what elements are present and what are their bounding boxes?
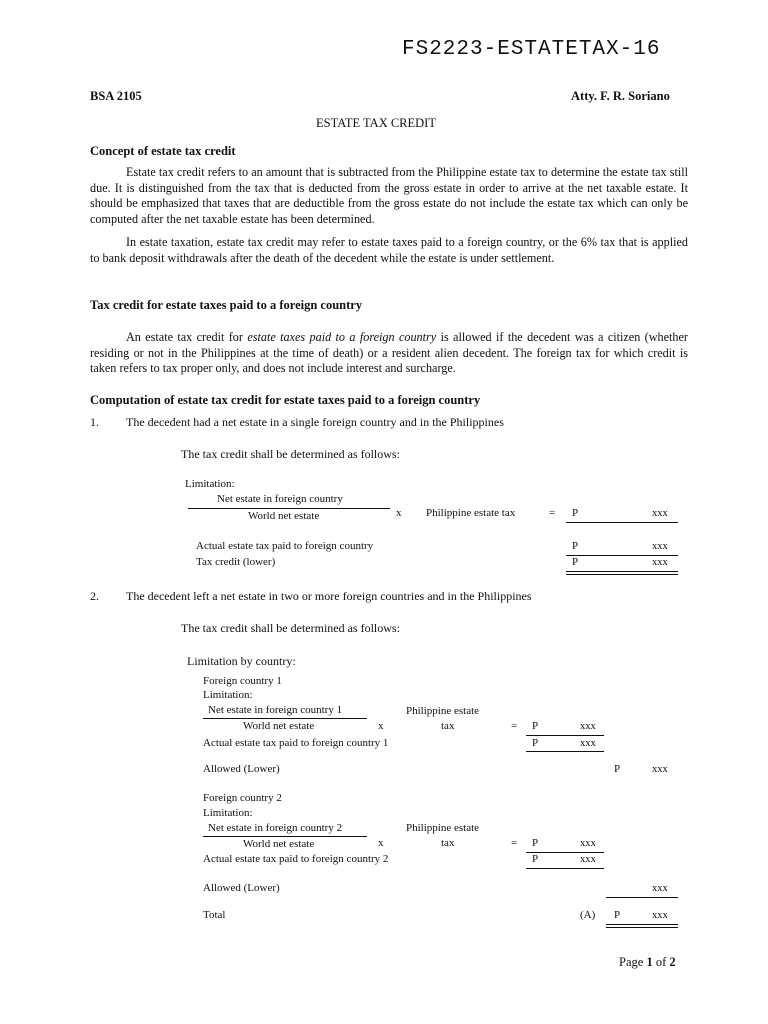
foreign-country-1-rule-1: [526, 735, 604, 736]
item-1-amount-3: xxx: [652, 557, 668, 568]
foreign-country-1-label: Foreign country 1: [203, 675, 282, 687]
course-code: BSA 2105: [90, 89, 142, 103]
foreign-country-1-peso-2: P: [532, 737, 539, 749]
item-1-tax-credit-label: Tax credit (lower): [196, 556, 276, 568]
foreign-country-1-numerator: Net estate in foreign country 1: [208, 704, 343, 716]
foreign-country-2-allowed-amount: xxx: [652, 883, 668, 894]
item-2-text: The decedent left a net estate in two or more foreign countries and in the Philippines: [126, 589, 532, 603]
page-number: Page 1 of 2: [619, 955, 676, 969]
item-1-peso-1: P: [572, 507, 579, 519]
item-1-fraction-denominator: World net estate: [248, 510, 320, 522]
foreign-country-1-amount-1: xxx: [580, 721, 596, 732]
foreign-country-1-rule-2: [526, 751, 604, 752]
foreign-country-1-limitation: Limitation:: [203, 689, 253, 701]
item-1-peso-3: P: [572, 556, 579, 568]
item-1-equals: =: [549, 507, 556, 519]
item-1-fraction-bar: [188, 508, 390, 509]
foreign-country-1-allowed-label: Allowed (Lower): [203, 763, 280, 775]
item-1-amount-1: xxx: [652, 508, 668, 519]
foreign-country-2-times: x: [378, 837, 384, 849]
foreign-country-2-numerator: Net estate in foreign country 2: [208, 822, 343, 834]
concept-paragraph-1: Estate tax credit refers to an amount that is subtracted from the Philippine estate tax to determine the estate tax still due. It is distinguished from the tax that is deducted from the gross estate in order to arrive at the net taxable estate. It should be emphasized that taxes that are deductible from the gross estate do not include the estate tax which can only be computed after the net taxable estate has been determined.: [90, 165, 688, 226]
item-1-philippine-tax: Philippine estate tax: [426, 507, 516, 519]
foreign-country-1-phil-tax-line-1: Philippine estate: [406, 705, 480, 717]
foreign-country-2-peso-2: P: [532, 853, 539, 865]
foreign-country-2-peso-1: P: [532, 837, 539, 849]
item-1-times: x: [396, 507, 402, 519]
foreign-country-1-amount-2: xxx: [580, 738, 596, 749]
item-2-number: 2.: [90, 589, 99, 603]
item-1-rule-1: [566, 522, 678, 523]
total-double-rule: [606, 924, 678, 928]
item-1-peso-2: P: [572, 540, 579, 552]
item-1-limitation-label: Limitation:: [185, 478, 235, 490]
foreign-country-1-actual-label: Actual estate tax paid to foreign country 1: [203, 737, 389, 749]
item-1-rule-2: [566, 555, 678, 556]
foreign-country-2-equals: =: [511, 837, 518, 849]
foreign-country-2-allowed-label: Allowed (Lower): [203, 882, 280, 894]
section-heading-foreign: Tax credit for estate taxes paid to a foreign country: [90, 298, 363, 312]
foreign-country-1-fraction-bar: [203, 718, 367, 719]
foreign-country-2-rule-2: [526, 868, 604, 869]
total-amount: xxx: [652, 910, 668, 921]
foreign-country-2-fraction-bar: [203, 836, 367, 837]
concept-paragraph-2: In estate taxation, estate tax credit may refer to estate taxes paid to a foreign country, or the 6% tax that is applied to bank deposit withdrawals after the death of the decedent while the estate is under settlement.: [90, 235, 688, 265]
foreign-country-2-phil-tax-line-1: Philippine estate: [406, 822, 480, 834]
item-1-double-rule: [566, 571, 678, 575]
item-1-intro: The tax credit shall be determined as follows:: [181, 447, 400, 461]
page-title: ESTATE TAX CREDIT: [316, 116, 436, 130]
foreign-country-1-equals: =: [511, 720, 518, 732]
foreign-country-2-actual-label: Actual estate tax paid to foreign country 2: [203, 853, 389, 865]
foreign-country-1-peso-1: P: [532, 720, 539, 732]
item-1-actual-tax-label: Actual estate tax paid to foreign country: [196, 540, 374, 552]
foreign-country-1-phil-tax-line-2: tax: [441, 720, 455, 732]
foreign-country-1-allowed-amount: xxx: [652, 764, 668, 775]
item-1-number: 1.: [90, 415, 99, 429]
item-2-intro: The tax credit shall be determined as follows:: [181, 621, 400, 635]
author-name: Atty. F. R. Soriano: [571, 89, 670, 103]
foreign-country-1-times: x: [378, 720, 384, 732]
limitation-by-country-label: Limitation by country:: [187, 654, 296, 668]
foreign-country-2-phil-tax-line-2: tax: [441, 837, 455, 849]
total-peso: P: [614, 909, 621, 921]
total-label: Total: [203, 909, 226, 921]
foreign-country-2-label: Foreign country 2: [203, 792, 282, 804]
foreign-country-1-allowed-peso: P: [614, 763, 621, 775]
foreign-country-2-amount-1: xxx: [580, 838, 596, 849]
foreign-country-2-denominator: World net estate: [243, 838, 315, 850]
item-1-text: The decedent had a net estate in a single foreign country and in the Philippines: [126, 415, 504, 429]
section-heading-computation: Computation of estate tax credit for estate taxes paid to a foreign country: [90, 393, 481, 407]
section-heading-concept: Concept of estate tax credit: [90, 144, 236, 158]
foreign-country-2-limitation: Limitation:: [203, 807, 253, 819]
document-code: FS2223-ESTATETAX-16: [402, 38, 661, 61]
foreign-paragraph: An estate tax credit for estate taxes paid to a foreign country is allowed if the decedent was a citizen (whether residing or not in the Philippines at the time of death) or a resident alien decedent. The foreign tax for which credit is taken refers to tax proper only, and does not include interest and surcharge.: [90, 330, 688, 376]
total-marker: (A): [580, 909, 596, 921]
foreign-country-1-denominator: World net estate: [243, 720, 315, 732]
foreign-country-2-amount-2: xxx: [580, 854, 596, 865]
item-1-amount-2: xxx: [652, 541, 668, 552]
item-1-fraction-numerator: Net estate in foreign country: [217, 493, 343, 505]
allowed-subtotal-rule: [606, 897, 678, 898]
